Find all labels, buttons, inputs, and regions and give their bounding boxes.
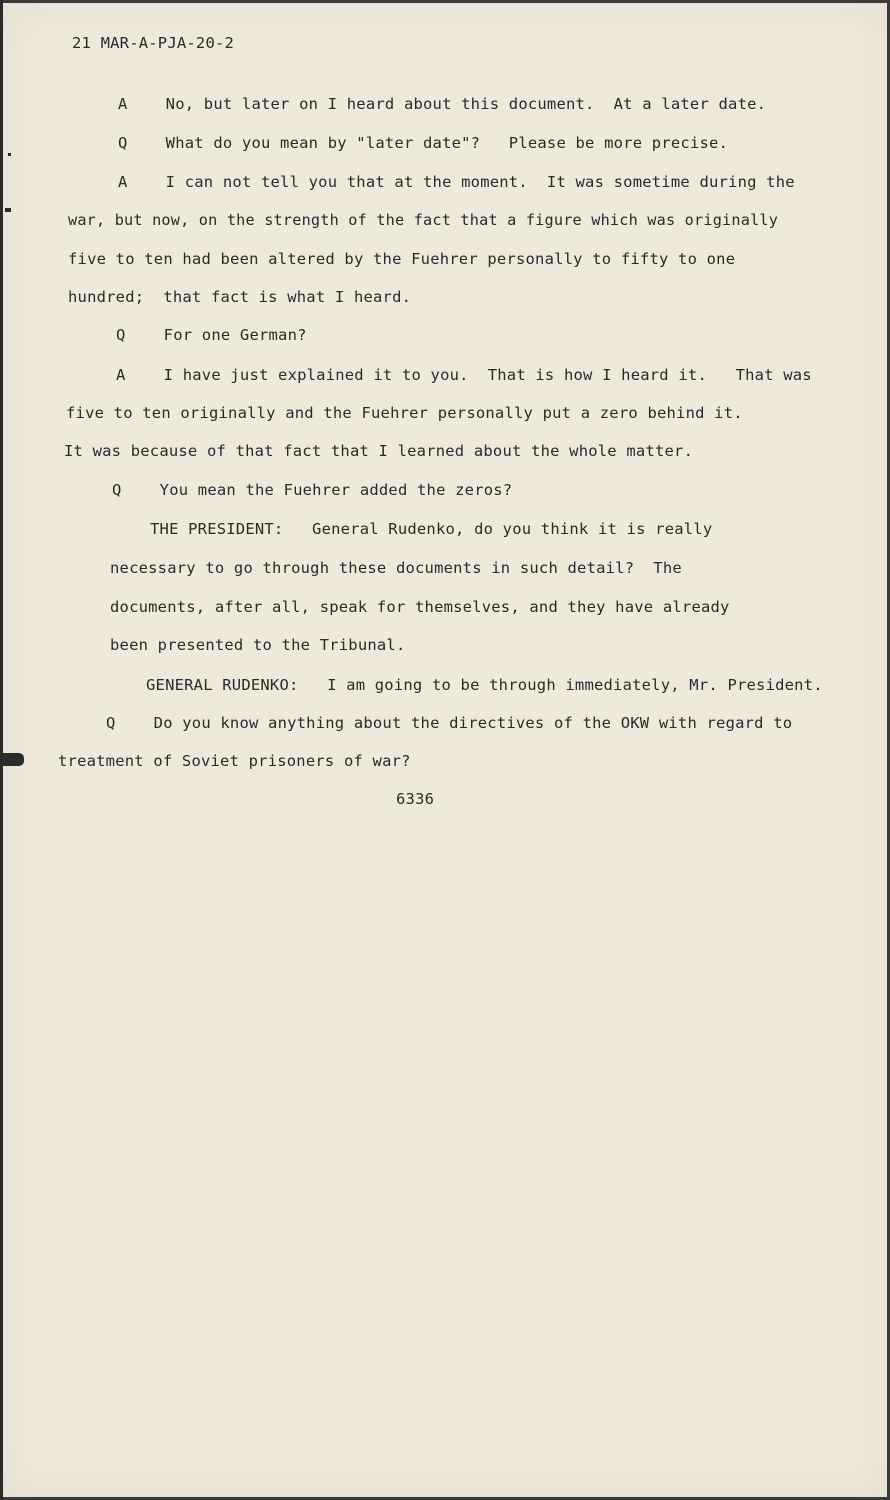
- transcript-line: THE PRESIDENT: General Rudenko, do you think it is really: [150, 520, 713, 538]
- transcript-line: treatment of Soviet prisoners of war?: [58, 752, 411, 770]
- transcript-line: been presented to the Tribunal.: [110, 636, 406, 654]
- transcript-line: documents, after all, speak for themselves, and they have already: [110, 598, 730, 616]
- transcript-line: five to ten originally and the Fuehrer personally put a zero behind it.: [66, 404, 743, 422]
- document-id: 21 MAR-A-PJA-20-2: [72, 34, 235, 52]
- transcript-line: A No, but later on I heard about this document. At a later date.: [118, 95, 767, 113]
- transcript-line: GENERAL RUDENKO: I am going to be through immediately, Mr. President.: [146, 676, 823, 694]
- transcript-line: necessary to go through these documents in such detail? The: [110, 559, 682, 577]
- scan-speck: [8, 153, 11, 156]
- page-number: 6336: [396, 790, 435, 808]
- transcript-line: Q Do you know anything about the directives of the OKW with regard to: [106, 714, 793, 732]
- transcript-line: A I have just explained it to you. That is how I heard it. That was: [116, 366, 812, 384]
- transcript-line: five to ten had been altered by the Fuehrer personally to fifty to one: [68, 250, 736, 268]
- transcript-line: A I can not tell you that at the moment. It was sometime during the: [118, 173, 795, 191]
- transcript-line: Q You mean the Fuehrer added the zeros?: [112, 481, 513, 499]
- binding-mark: [0, 753, 24, 766]
- transcript-line: war, but now, on the strength of the fact that a figure which was originally: [68, 211, 779, 229]
- transcript-line: Q What do you mean by "later date"? Please be more precise.: [118, 134, 729, 152]
- transcript-line: It was because of that fact that I learned about the whole matter.: [64, 442, 694, 460]
- scan-speck: [5, 208, 11, 212]
- transcript-line: Q For one German?: [116, 326, 307, 344]
- transcript-line: hundred; that fact is what I heard.: [68, 288, 412, 306]
